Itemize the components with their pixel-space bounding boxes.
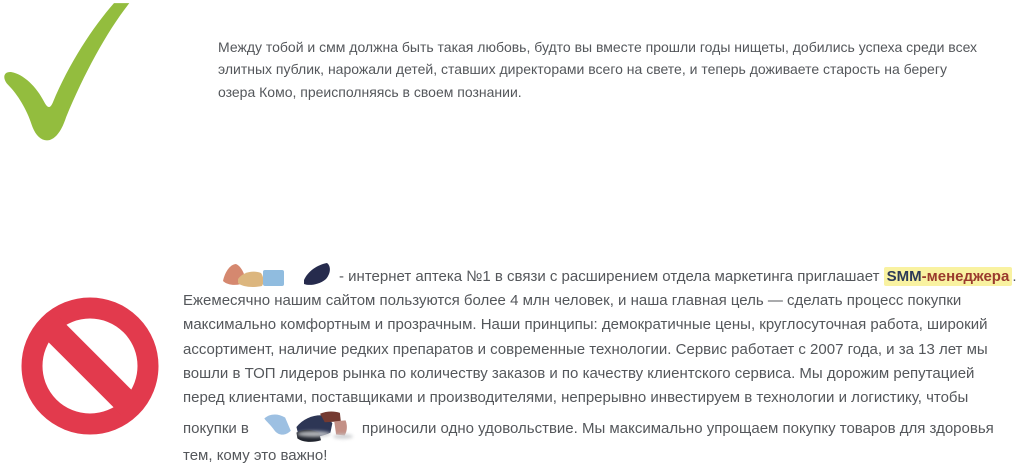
bad-text-line: Ежемесячно нашим сайтом пользуются более 4 млн человек, и наша главная цель — сделать процесс покупки (183, 292, 962, 310)
censored-brand-logo (254, 410, 354, 444)
bad-text-line-1 (183, 261, 1016, 289)
highlighted-keyword (884, 267, 1013, 286)
bad-text-segment: - интернет аптека №1 в связи с расширением отдела маркетинга приглашает (339, 268, 884, 285)
censor-smudge (333, 434, 353, 439)
bad-text-line: вошли в ТОП лидеров рынка по количеству заказов и по качеству клиентского сервиса. Мы дорожим репутацией (183, 364, 975, 382)
bad-text-line-7 (183, 410, 1016, 444)
logo-blob-navy (304, 263, 330, 285)
good-example-text (218, 36, 977, 103)
good-text-line: озера Комо, преисполняясь в своем познании. (218, 83, 522, 100)
bad-text-line-8: тем, кому это важно! (183, 447, 328, 465)
highlight-secondary: -менеджера (921, 268, 1010, 285)
highlight-primary: SMM (886, 268, 922, 285)
bad-example-marker (20, 296, 160, 436)
logo-blob-blue (263, 270, 284, 286)
bad-text-line: максимально комфортным и прозрачным. Наши принципы: демократичные цены, круглосуточная работа, широкий (183, 316, 988, 334)
good-example-marker (2, 0, 136, 148)
censor-smudge (297, 431, 331, 437)
bad-example-text (183, 261, 1016, 468)
censored-brand-logo (221, 261, 333, 289)
bad-text-segment: покупки в (183, 420, 249, 438)
logo-blob-lightblue (264, 415, 290, 435)
bad-text-line: перед клиентами, поставщиками и производителями, непрерывно инвестируем в технологии и логистику, чтобы (183, 389, 969, 407)
good-text-line: элитных публик, нарожали детей, ставших директорами всего на свете, и теперь доживаете старость на берегу (218, 61, 947, 78)
checkmark-shape (4, 3, 129, 140)
bad-text-segment: . (1012, 268, 1017, 285)
checkmark-icon (2, 0, 136, 148)
bad-text-segment: приносили одно удовольствие. Мы максимально упрощаем покупку товаров для здоровья (361, 420, 994, 438)
good-text-line: Между тобой и смм должна быть такая любовь, будто вы вместе прошли годы нищеты, добились успеха среди всех (218, 39, 978, 55)
bad-text-line: ассортимент, наличие редких препаратов и современные технологии. Сервис работает с 2007 года, и за 13 лет мы (183, 340, 988, 358)
prohibition-slash (50, 326, 130, 406)
prohibition-icon (20, 296, 160, 436)
